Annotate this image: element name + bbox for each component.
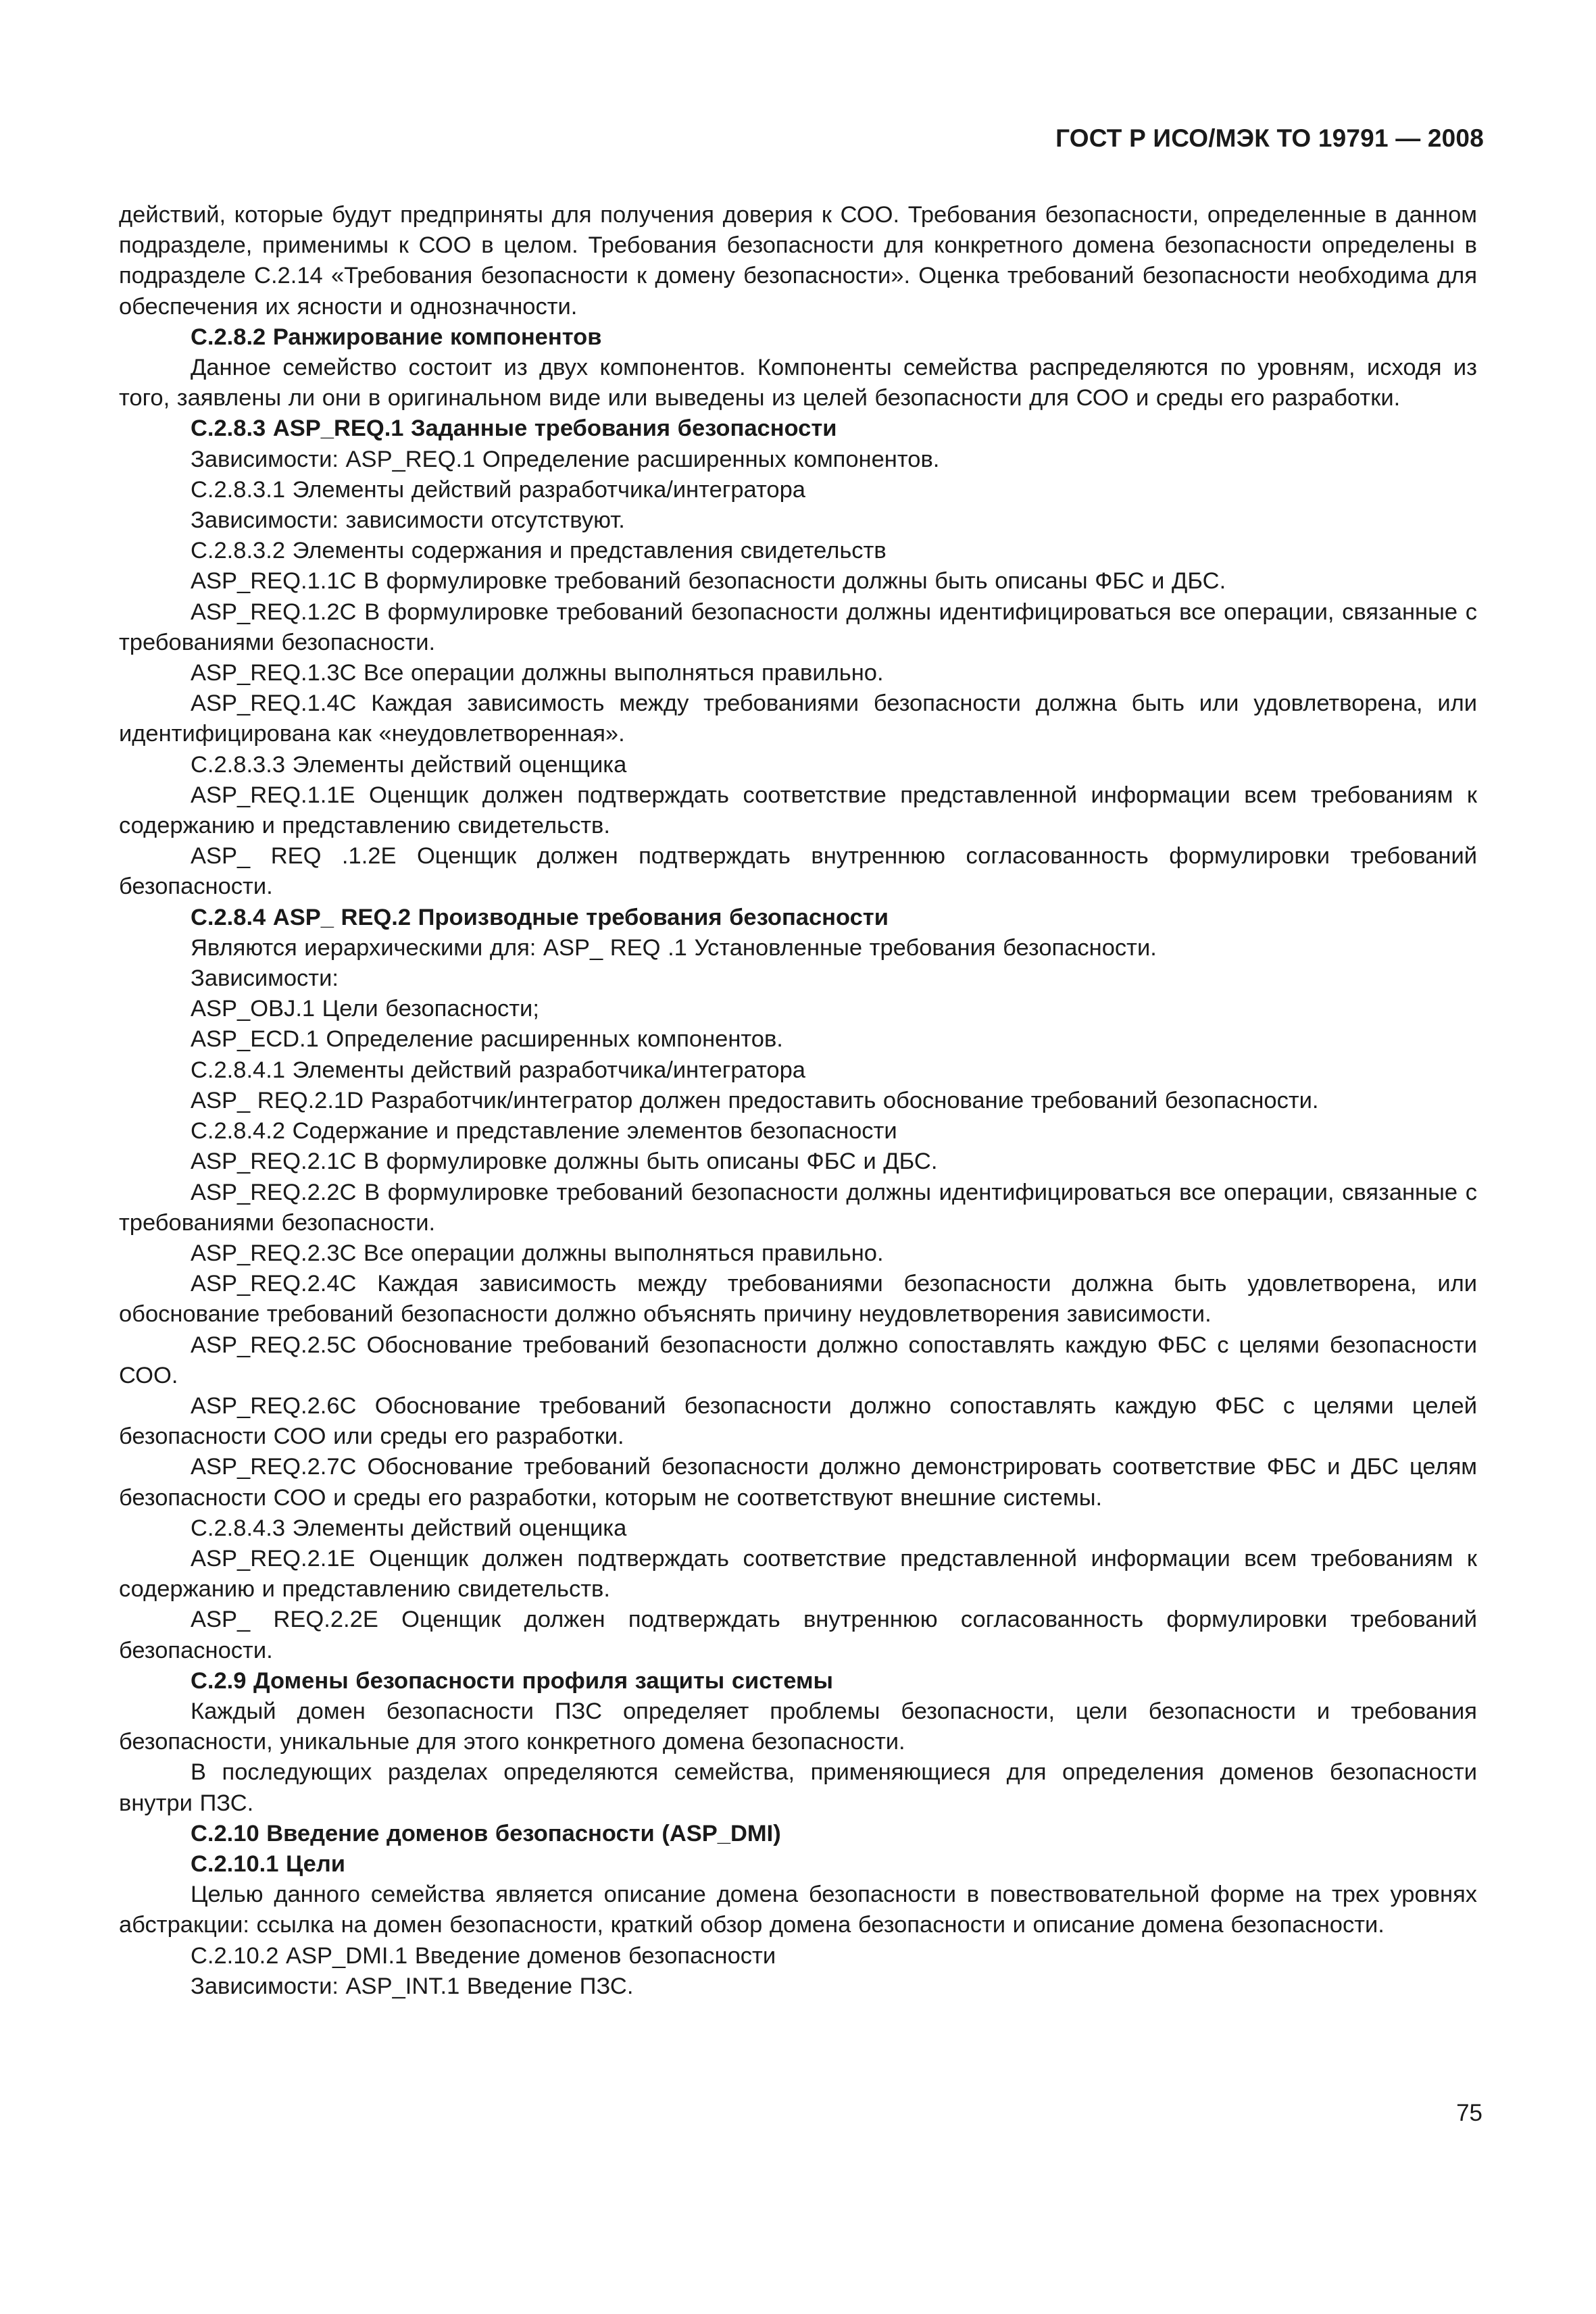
paragraph: В последующих разделах определяются семейства, применяющиеся для определения доменов безопасности внутри ПЗС. (119, 1759, 1477, 1816)
paragraph: ASP_REQ.2.2C В формулировке требований безопасности должны идентифицироваться все операции, связанные с требованиями безопасности. (119, 1179, 1477, 1236)
page-number: 75 (1456, 2100, 1482, 2126)
paragraph: ASP_REQ.2.4C Каждая зависимость между требованиями безопасности должна быть удовлетворена, или обоснование требований безопасности должно объяснять причину неудовлетворения зависимости. (119, 1271, 1477, 1328)
section-heading: С.2.8.4 ASP_ REQ.2 Производные требования безопасности (191, 904, 889, 930)
paragraph: ASP_REQ.2.6C Обоснование требований безопасности должно сопоставлять каждую ФБС с целями целей безопасности СОО или среды его разработки. (119, 1392, 1477, 1450)
paragraph: ASP_OBJ.1 Цели безопасности; (191, 996, 539, 1022)
paragraph: С.2.10.2 ASP_DMI.1 Введение доменов безопасности (191, 1942, 776, 1969)
paragraph: ASP_ REQ.2.1D Разработчик/интегратор должен предоставить обоснование требований безопасности. (191, 1087, 1319, 1113)
paragraph: Являются иерархическими для: ASP_ REQ .1 Установленные требования безопасности. (191, 934, 1157, 961)
paragraph: С.2.8.4.1 Элементы действий разработчика/интегратора (191, 1057, 805, 1083)
paragraph: действий, которые будут предприняты для получения доверия к СОО. Требования безопасности, определенные в данном подразделе, применимы к СОО в целом. Требования безопасности для конкретного домена безопасности определены в подразделе С.2.14 «Требования безопасности к домену безопасности». Оценка требований безопасности необходима для обеспечения их ясности и однозначности. (119, 202, 1477, 320)
paragraph: ASP_REQ.1.4C Каждая зависимость между требованиями безопасности должна быть или удовлетворена, или идентифицирована как «неудовлетворенная». (119, 690, 1477, 747)
paragraph: ASP_ REQ .1.2E Оценщик должен подтверждать внутреннюю согласованность формулировки требований безопасности. (119, 843, 1477, 900)
paragraph: ASP_REQ.1.3C Все операции должны выполняться правильно. (191, 660, 884, 686)
paragraph: ASP_REQ.2.5C Обоснование требований безопасности должно сопоставлять каждую ФБС с целями безопасности СОО. (119, 1332, 1477, 1388)
paragraph: Целью данного семейства является описание домена безопасности в повествовательной форме на трех уровнях абстракции: ссылка на домен безопасности, краткий обзор домена безопасности и описание домена безопасности. (119, 1882, 1477, 1938)
paragraph: Зависимости: ASP_REQ.1 Определение расширенных компонентов. (191, 446, 940, 472)
paragraph: Каждый домен безопасности ПЗС определяет проблемы безопасности, цели безопасности и требования безопасности, уникальные для этого конкретного домена безопасности. (119, 1698, 1477, 1755)
paragraph: ASP_REQ.2.1C В формулировке должны быть описаны ФБС и ДБС. (191, 1149, 938, 1175)
paragraph: Зависимости: ASP_INT.1 Введение ПЗС. (191, 1973, 634, 1999)
page-header-title: ГОСТ Р ИСО/МЭК ТО 19791 — 2008 (1055, 124, 1484, 152)
paragraph: Данное семейство состоит из двух компонентов. Компоненты семейства распределяются по уровням, исходя из того, заявлены ли они в оригинальном виде или выведены из целей безопасности для СОО и среды его разработки. (119, 355, 1477, 411)
paragraph: ASP_REQ.2.7C Обоснование требований безопасности должно демонстрировать соответствие ФБС и ДБС целям безопасности СОО и среды его разработки, которым не соответствуют внешние системы. (119, 1454, 1477, 1511)
paragraph: ASP_ECD.1 Определение расширенных компонентов. (191, 1026, 783, 1053)
paragraph: ASP_ REQ.2.2E Оценщик должен подтверждать внутреннюю согласованность формулировки требований безопасности. (119, 1607, 1477, 1663)
paragraph: ASP_REQ.1.2C В формулировке требований безопасности должны идентифицироваться все операции, связанные с требованиями безопасности. (119, 599, 1477, 655)
paragraph: Зависимости: зависимости отсутствуют. (191, 507, 625, 534)
section-heading: С.2.9 Домены безопасности профиля защиты системы (191, 1667, 834, 1694)
paragraph: ASP_REQ.2.3C Все операции должны выполняться правильно. (191, 1240, 884, 1266)
document-body (119, 200, 1477, 2002)
paragraph: ASP_REQ.1.1C В формулировке требований безопасности должны быть описаны ФБС и ДБС. (191, 568, 1226, 595)
section-heading: С.2.8.3 ASP_REQ.1 Заданные требования безопасности (191, 416, 837, 442)
section-heading: С.2.8.2 Ранжирование компонентов (191, 324, 602, 350)
paragraph: Зависимости: (191, 965, 339, 992)
paragraph: С.2.8.3.2 Элементы содержания и представления свидетельств (191, 538, 887, 564)
paragraph: С.2.8.4.2 Содержание и представление элементов безопасности (191, 1118, 897, 1145)
paragraph: ASP_REQ.2.1E Оценщик должен подтверждать соответствие представленной информации всем требованиям к содержанию и представлению свидетельств. (119, 1545, 1477, 1603)
section-heading: С.2.10 Введение доменов безопасности (ASP_DMI) (191, 1820, 781, 1846)
paragraph: С.2.8.4.3 Элементы действий оценщика (191, 1515, 627, 1541)
paragraph: ASP_REQ.1.1E Оценщик должен подтверждать соответствие представленной информации всем требованиям к содержанию и представлению свидетельств. (119, 782, 1477, 839)
paragraph: С.2.8.3.3 Элементы действий оценщика (191, 751, 627, 778)
paragraph: С.2.8.3.1 Элементы действий разработчика/интегратора (191, 476, 805, 503)
section-heading: С.2.10.1 Цели (191, 1851, 345, 1877)
